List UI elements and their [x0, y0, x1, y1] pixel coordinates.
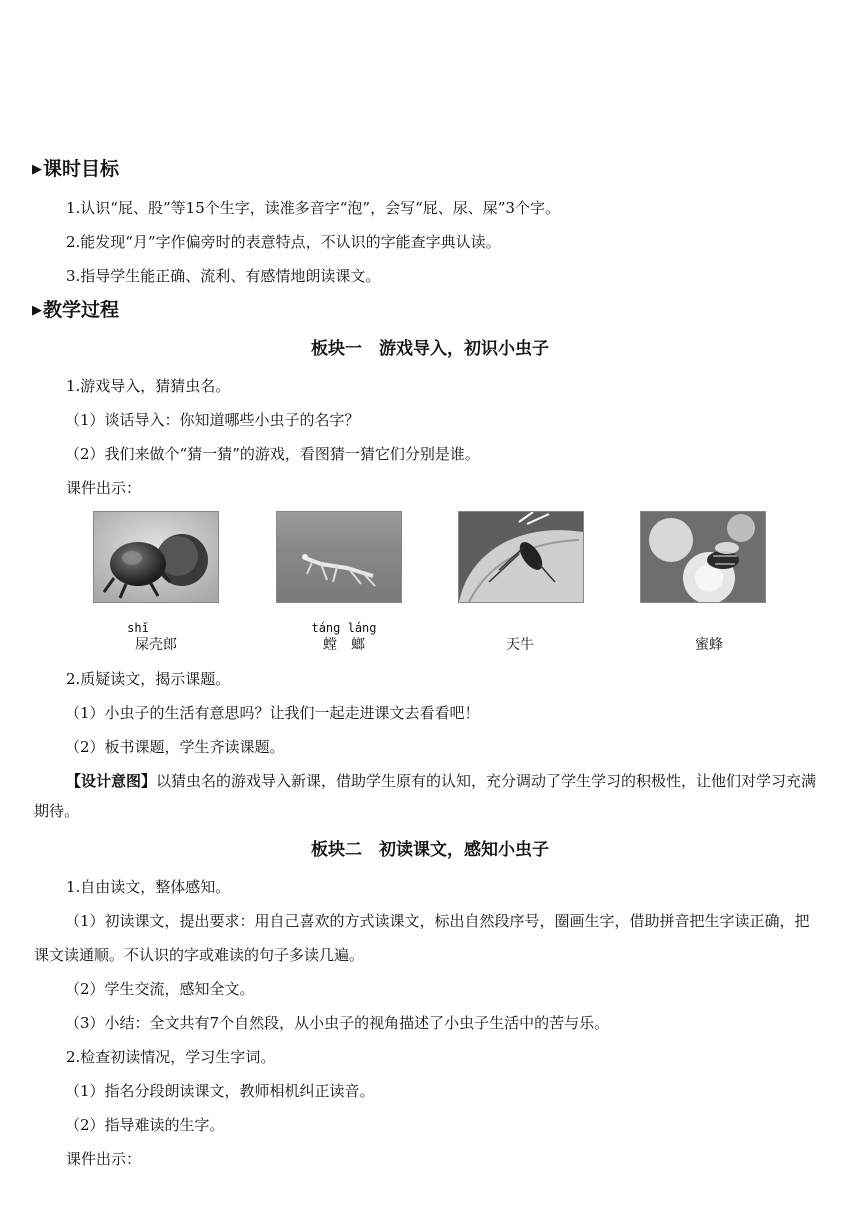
paragraph: （2）我们来做个“猜一猜”的游戏，看图猜一猜它们分别是谁。: [65, 445, 480, 463]
paragraph: （1）初读课文，提出要求：用自己喜欢的方式读课文，标出自然段序号，圈画生字，借助拼音把生字读正确，把课文读通顺。不认识的字或难读的句子多读几遍。: [34, 912, 810, 964]
objective-3: 3.指导学生能正确、流利、有感情地朗读课文。: [66, 267, 381, 285]
insect-name: 螳 螂: [323, 637, 365, 653]
paragraph: （2）板书课题，学生齐读课题。: [65, 738, 285, 756]
block1-heading: 板块一 游戏导入，初识小虫子: [311, 339, 549, 359]
insect-caption: [86, 620, 226, 654]
paragraph: （1）小虫子的生活有意思吗？让我们一起走进课文去看看吧！: [65, 704, 480, 722]
paragraph: （3）小结：全文共有7个自然段，从小虫子的视角描述了小虫子生活中的苦与乐。: [65, 1014, 610, 1032]
triangle-bullet-icon: ▶: [32, 162, 42, 177]
section-process: [32, 298, 119, 323]
paragraph: 课件出示：: [66, 479, 142, 497]
section-title: 课时目标: [43, 158, 120, 180]
pinyin: [450, 620, 590, 636]
paragraph: 2.质疑读文，揭示课题。: [66, 670, 231, 688]
objective-1: 1.认识“屁、股”等15个生字，读准多音字“泡”，会写“屁、尿、屎”3个字。: [66, 199, 560, 217]
bee-photo: [640, 511, 766, 603]
pinyin: táng láng: [311, 621, 377, 635]
design-intent: [34, 766, 824, 826]
paragraph: （2）指导难读的生字。: [65, 1116, 225, 1134]
insect-caption: [639, 620, 779, 654]
paragraph: （1）谈话导入：你知道哪些小虫子的名字？: [65, 411, 360, 429]
section-objectives: [32, 157, 119, 182]
paragraph: 1.游戏导入，猜猜虫名。: [66, 377, 231, 395]
insect-name: 屎壳郎: [135, 637, 177, 653]
paragraph: 2.检查初读情况，学习生字词。: [66, 1048, 276, 1066]
insect-name: 蜜蜂: [695, 637, 723, 653]
design-intent-text: 以猜虫名的游戏导入新课，借助学生原有的认知，充分调动了学生学习的积极性，让他们对学习充满期待。: [34, 772, 817, 820]
paragraph: （1）指名分段朗读课文，教师相机纠正读音。: [65, 1082, 375, 1100]
insect-caption: [274, 620, 414, 654]
paragraph: （2）学生交流，感知全文。: [65, 980, 255, 998]
paragraph: 课件出示：: [66, 1150, 142, 1168]
block2-heading: 板块二 初读课文，感知小虫子: [311, 840, 549, 860]
design-intent-label: 【设计意图】: [66, 772, 157, 790]
paragraph: 1.自由读文，整体感知。: [66, 878, 231, 896]
section-title: 教学过程: [43, 299, 120, 321]
pinyin: shǐ: [127, 621, 149, 635]
longhorn-beetle-photo: [458, 511, 584, 603]
dung-beetle-photo: [93, 511, 219, 603]
pinyin: [639, 620, 779, 636]
mantis-photo: [276, 511, 402, 603]
objective-2: 2.能发现“月”字作偏旁时的表意特点，不认识的字能查字典认读。: [66, 233, 501, 251]
insect-name: 天牛: [506, 637, 534, 653]
insect-caption: [450, 620, 590, 654]
triangle-bullet-icon: ▶: [32, 303, 42, 318]
